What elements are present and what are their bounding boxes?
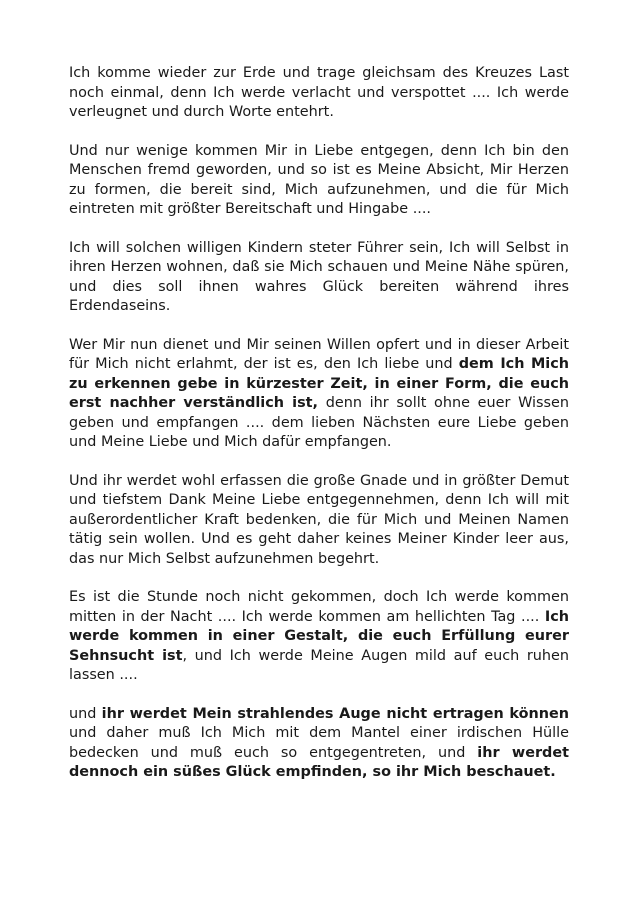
text-segment: Ich komme wieder zur Erde und trage gleichsam des Kreuzes Last noch einmal, denn Ich werde verlacht und verspottet .... Ich werde verleugnet und durch Worte entehrt. xyxy=(69,65,569,120)
text-segment: und daher muß Ich Mich mit dem Mantel einer irdischen Hülle bedecken und muß euch so entgegentreten, und xyxy=(69,725,569,761)
text-segment: Wer Mir nun dienet und Mir seinen Willen opfert und in dieser Arbeit für Mich nicht erlahmt, der ist es, den Ich liebe und xyxy=(69,336,569,372)
paragraph-1 xyxy=(69,64,569,123)
paragraph-7 xyxy=(69,705,569,783)
document-page xyxy=(69,64,569,802)
text-segment: Es ist die Stunde noch nicht gekommen, doch Ich werde kommen mitten in der Nacht .... Ich werde kommen am hellichten Tag .... xyxy=(69,589,569,625)
paragraph-4 xyxy=(69,336,569,453)
text-segment: Und ihr werdet wohl erfassen die große Gnade und in größter Demut und tiefstem Dank Meine Liebe entgegennehmen, denn Ich will mit außerordentlicher Kraft bedenken, die für Mich und Meinen Namen tätig sein wollen. Und es geht daher keines Meiner Kinder leer aus, das nur Mich Selbst aufzunehmen begehrt. xyxy=(69,472,569,567)
paragraph-3 xyxy=(69,239,569,317)
paragraph-6 xyxy=(69,588,569,686)
text-segment: und xyxy=(69,705,102,722)
bold-text-segment: dem Ich Mich zu erkennen gebe in kürzester Zeit, in einer Form, die euch erst nachher verständlich ist, xyxy=(69,356,569,411)
bold-text-segment: Ich werde kommen in einer Gestalt, die euch Erfüllung eurer Sehnsucht ist xyxy=(69,608,569,664)
text-segment: Ich will solchen willigen Kindern steter Führer sein, Ich will Selbst in ihren Herzen wohnen, daß sie Mich schauen und Meine Nähe spüren, und dies soll ihnen wahres Glück bereiten während ihres Erdendaseins. xyxy=(69,239,569,314)
text-segment: Und nur wenige kommen Mir in Liebe entgegen, denn Ich bin den Menschen fremd geworden, und so ist es Meine Absicht, Mir Herzen zu formen, die bereit sind, Mich aufzunehmen, und die für Mich eintreten mit größter Bereitschaft und Hingabe .... xyxy=(69,142,569,217)
bold-text-segment: ihr werdet Mein strahlendes Auge nicht ertragen können xyxy=(101,705,569,722)
text-segment: , und Ich werde Meine Augen mild auf euch ruhen lassen .... xyxy=(69,647,570,683)
paragraph-2 xyxy=(69,142,569,220)
paragraph-5 xyxy=(69,472,569,570)
text-segment: denn ihr sollt ohne euer Wissen geben und empfangen .... dem lieben Nächsten eure Liebe geben und Meine Liebe und Mich dafür empfangen. xyxy=(69,395,569,450)
bold-text-segment: ihr werdet dennoch ein süßes Glück empfinden, so ihr Mich beschauet. xyxy=(69,744,569,780)
